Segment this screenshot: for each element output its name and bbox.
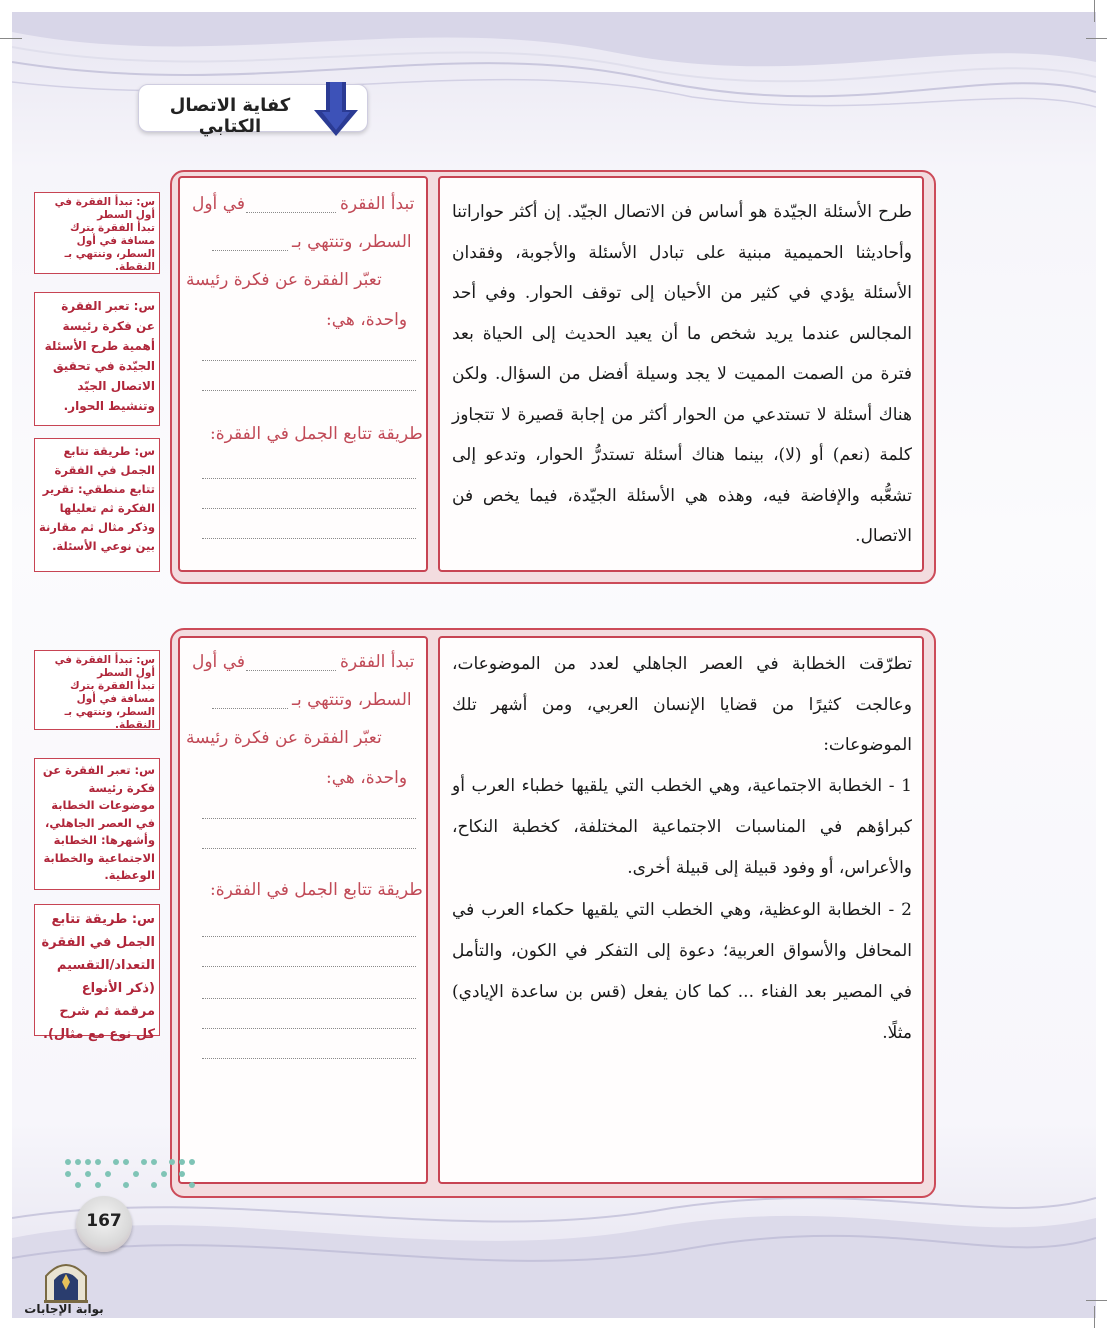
answer-line[interactable]	[202, 936, 416, 937]
form-sequence-label: طريقة تتابع الجمل في الفقرة:	[210, 880, 423, 900]
crop-mark	[1086, 1300, 1107, 1301]
list-item: 2 - الخطابة الوعظية، وهي الخطب التي يلقيها حكماء العرب في المحافل والأسواق العربية؛ دعوة إلى التفكر في الكون، والتأمل في المصير بعد الفناء ... كما كان يفعل (قس بن ساعدة الإيادي) مثلًا.	[452, 900, 912, 1043]
answer-line[interactable]	[246, 670, 336, 671]
answer-note-start: س: تبدأ الفقرة في أول السطر تبدأ الفقرة بترك مسافة في أول السطر، وتنتهي بـ النقطة.	[34, 650, 160, 730]
answer-note-sequence: س: طريقة تتابع الجمل في الفقرة التعداد/التقسيم (ذكر الأنواع مرقمة ثم شرح كل نوع مع مثال).	[34, 904, 160, 1036]
answer-line[interactable]	[202, 360, 416, 361]
answer-note-sequence: س: طريقة تتابع الجمل في الفقرة تتابع منطقي: تقرير الفكرة ثم تعليلها وذكر مثال ثم مقارنة بين نوعي الأسئلة.	[34, 438, 160, 572]
form-line-ends-label: السطر، وتنتهي بـ	[292, 690, 412, 710]
form-starts-label: تبدأ الفقرة	[340, 652, 415, 672]
form-sequence-label: طريقة تتابع الجمل في الفقرة:	[210, 424, 423, 444]
answer-line[interactable]	[202, 508, 416, 509]
form-one-is-label: واحدة، هي:	[326, 768, 408, 788]
crop-mark	[1094, 1306, 1095, 1328]
bottom-wave-decoration	[12, 1178, 1096, 1318]
crop-mark	[1094, 0, 1095, 22]
ministry-logo-dots	[60, 1154, 200, 1190]
form-starts-label: تبدأ الفقرة	[340, 194, 415, 214]
answer-line[interactable]	[202, 390, 416, 391]
answer-note-idea: س: تعبر الفقرة عن فكرة رئيسة موضوعات الخطابة في العصر الجاهلي، وأشهرها: الخطابة الاجتماعية والخطابة الوعظية.	[34, 758, 160, 890]
section-title: كفاية الاتصال الكتابي	[169, 95, 291, 137]
answer-line[interactable]	[202, 848, 416, 849]
answer-line[interactable]	[202, 478, 416, 479]
answer-line[interactable]	[202, 818, 416, 819]
form-line-ends-label: السطر، وتنتهي بـ	[292, 232, 412, 252]
crop-mark	[0, 38, 22, 39]
answer-line[interactable]	[202, 966, 416, 967]
arrow-down-icon	[312, 82, 360, 138]
answer-line[interactable]	[212, 250, 288, 251]
answer-line[interactable]	[202, 998, 416, 999]
answer-box-2	[178, 636, 428, 1184]
watermark-label: بوابة الإجابات	[24, 1302, 104, 1316]
crop-mark	[1086, 38, 1107, 39]
form-expresses-label: تعبّر الفقرة عن فكرة رئيسة	[186, 270, 382, 290]
answer-line[interactable]	[202, 538, 416, 539]
page-number: 167	[86, 1211, 122, 1231]
answer-note-start: س: تبدأ الفقرة في أول السطر تبدأ الفقرة بترك مسافة في أول السطر، وتنتهي بـ النقطة.	[34, 192, 160, 274]
gate-logo-icon	[40, 1256, 92, 1304]
form-at-start-label: في أول	[192, 194, 245, 214]
form-one-is-label: واحدة، هي:	[326, 310, 408, 330]
answer-line[interactable]	[246, 212, 336, 213]
list-item: 1 - الخطابة الاجتماعية، وهي الخطب التي يلقيها خطباء العرب أو كبراؤهم في المناسبات الاجتماعية المختلفة، كخطبة النكاح، والأعراس، أو وفود قبيلة إلى قبيلة أخرى.	[452, 776, 912, 878]
paragraph-text-1: طرح الأسئلة الجيّدة هو أساس فن الاتصال الجيّد. إن أكثر حواراتنا وأحاديثنا الحميمية مبنية على تبادل الأسئلة والأجوبة، وفقدان الأسئلة يؤدي في كثير من الأحيان إلى توقف الحوار. وفي أحد المجالس عندما يريد شخص ما أن يعيد الحديث إلى الحياة بعد فترة من الصمت المميت لا يجد وسيلة أفضل من السؤال. ولكن هناك أسئلة لا تستدعي من الحوار أكثر من إجابة قصيرة لا تتجاوز كلمة (نعم) أو (لا)، بينما هناك أسئلة تستدرُّ الحوار، وتدعو إلى تشعُّبه والإفاضة فيه، وهذه هي الأسئلة الجيّدة، فيما يخص فن الاتصال.	[452, 202, 912, 546]
answer-line[interactable]	[212, 708, 288, 709]
answer-line[interactable]	[202, 1028, 416, 1029]
paragraph-intro-2: تطرّقت الخطابة في العصر الجاهلي لعدد من الموضوعات، وعالجت كثيرًا من قضايا الإنسان العربي، ومن أشهر تلك الموضوعات:	[452, 654, 912, 755]
answer-line[interactable]	[202, 1058, 416, 1059]
answer-note-idea: س: تعبر الفقرة عن فكرة رئيسة أهمية طرح الأسئلة الجيّدة في تحقيق الاتصال الجيّد وتنشيط الحوار.	[34, 292, 160, 426]
form-expresses-label: تعبّر الفقرة عن فكرة رئيسة	[186, 728, 382, 748]
form-at-start-label: في أول	[192, 652, 245, 672]
